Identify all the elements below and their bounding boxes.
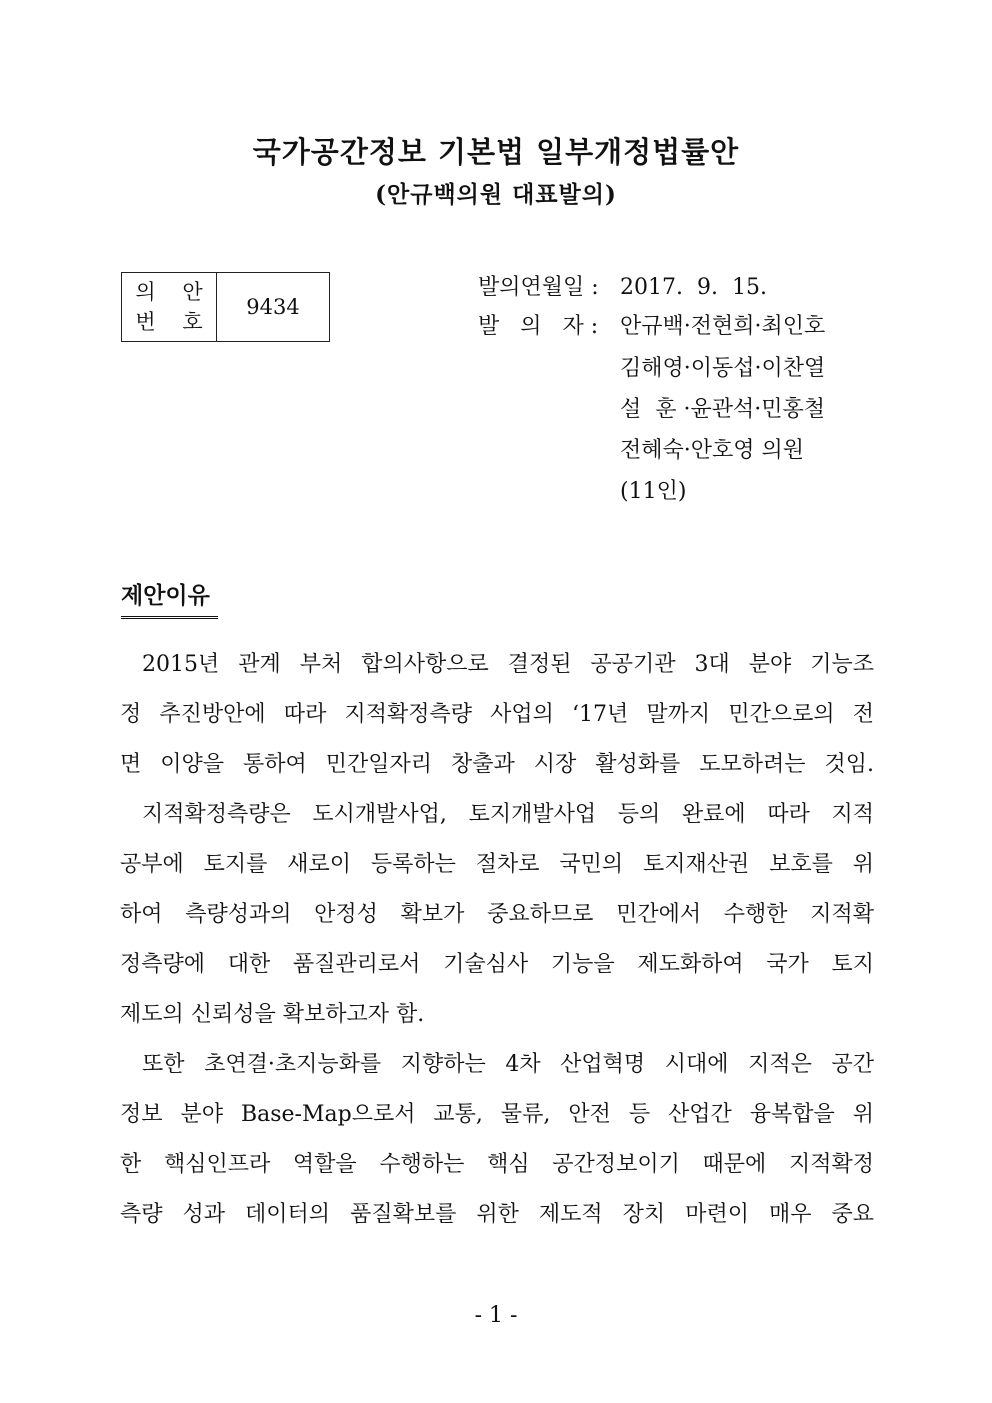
text-line: 지적확정측량은 도시개발사업, 토지개발사업 등의 완료에 따라 지적 xyxy=(142,802,874,827)
bill-number-label xyxy=(122,273,217,341)
proposal-date-value: 2017. 9. 15. xyxy=(620,275,767,300)
proposal-date-row xyxy=(478,272,825,311)
bill-label-line1: 의 안 xyxy=(135,280,213,304)
bill-label-line2: 번 호 xyxy=(135,310,213,334)
paragraph xyxy=(120,790,874,1040)
paragraph xyxy=(120,1040,874,1240)
text-line: 정측량에 대한 품질관리로서 기술심사 기능을 제도화하여 국가 토지 xyxy=(120,952,874,977)
text-line: 공부에 토지를 새로이 등록하는 절차로 국민의 토지재산권 보호를 위 xyxy=(120,852,874,877)
text-line: 한 핵심인프라 역할을 수행하는 핵심 공간정보이기 때문에 지적확정 xyxy=(120,1152,874,1177)
section-body xyxy=(120,640,874,1240)
proposal-meta xyxy=(478,272,825,514)
proposer-label: 발 의 자 : xyxy=(478,314,599,339)
proposer-line: 김해영·이동섭·이찬열 xyxy=(620,356,826,381)
section-heading: 제안이유 xyxy=(121,577,218,619)
proposer-line: 설 훈 ·윤관석·민홍철 xyxy=(620,397,825,422)
bill-number-value: 9434 xyxy=(246,295,300,319)
text-line: 하여 측량성과의 안정성 확보가 중요하므로 민간에서 수행한 지적확 xyxy=(120,902,874,927)
page-number: - 1 - xyxy=(474,1303,518,1328)
proposer-line: 전혜숙·안호영 의원 xyxy=(620,438,805,463)
text-line: 또한 초연결·초지능화를 지향하는 4차 산업혁명 시대에 지적은 공간 xyxy=(142,1052,874,1077)
document-subtitle: (안규백의원 대표발의) xyxy=(375,181,617,208)
text-line: 정보 분야 Base-Map으로서 교통, 물류, 안전 등 산업간 융복합을 위 xyxy=(120,1102,874,1127)
proposer-row xyxy=(478,311,825,350)
bill-number-box xyxy=(121,272,330,342)
text-line: 정 추진방안에 따라 지적확정측량 사업의 ‘17년 말까지 민간으로의 전 xyxy=(120,702,874,727)
text-line: 면 이양을 통하여 민간일자리 창출과 시장 활성화를 도모하려는 것임. xyxy=(120,752,874,777)
text-line: 측량 성과 데이터의 품질확보를 위한 제도적 장치 마련이 매우 중요 xyxy=(120,1202,874,1227)
proposal-date-label: 발의연월일 : xyxy=(478,275,599,300)
document-title: 국가공간정보 기본법 일부개정법률안 xyxy=(252,135,740,169)
text-line: 제도의 신뢰성을 확보하고자 함. xyxy=(120,1002,425,1027)
paragraph xyxy=(120,640,874,790)
proposer-line: 안규백·전현희·최인호 xyxy=(620,314,826,339)
proposer-count: (11인) xyxy=(620,479,687,504)
text-line: 2015년 관계 부처 합의사항으로 결정된 공공기관 3대 분야 기능조 xyxy=(142,652,874,677)
